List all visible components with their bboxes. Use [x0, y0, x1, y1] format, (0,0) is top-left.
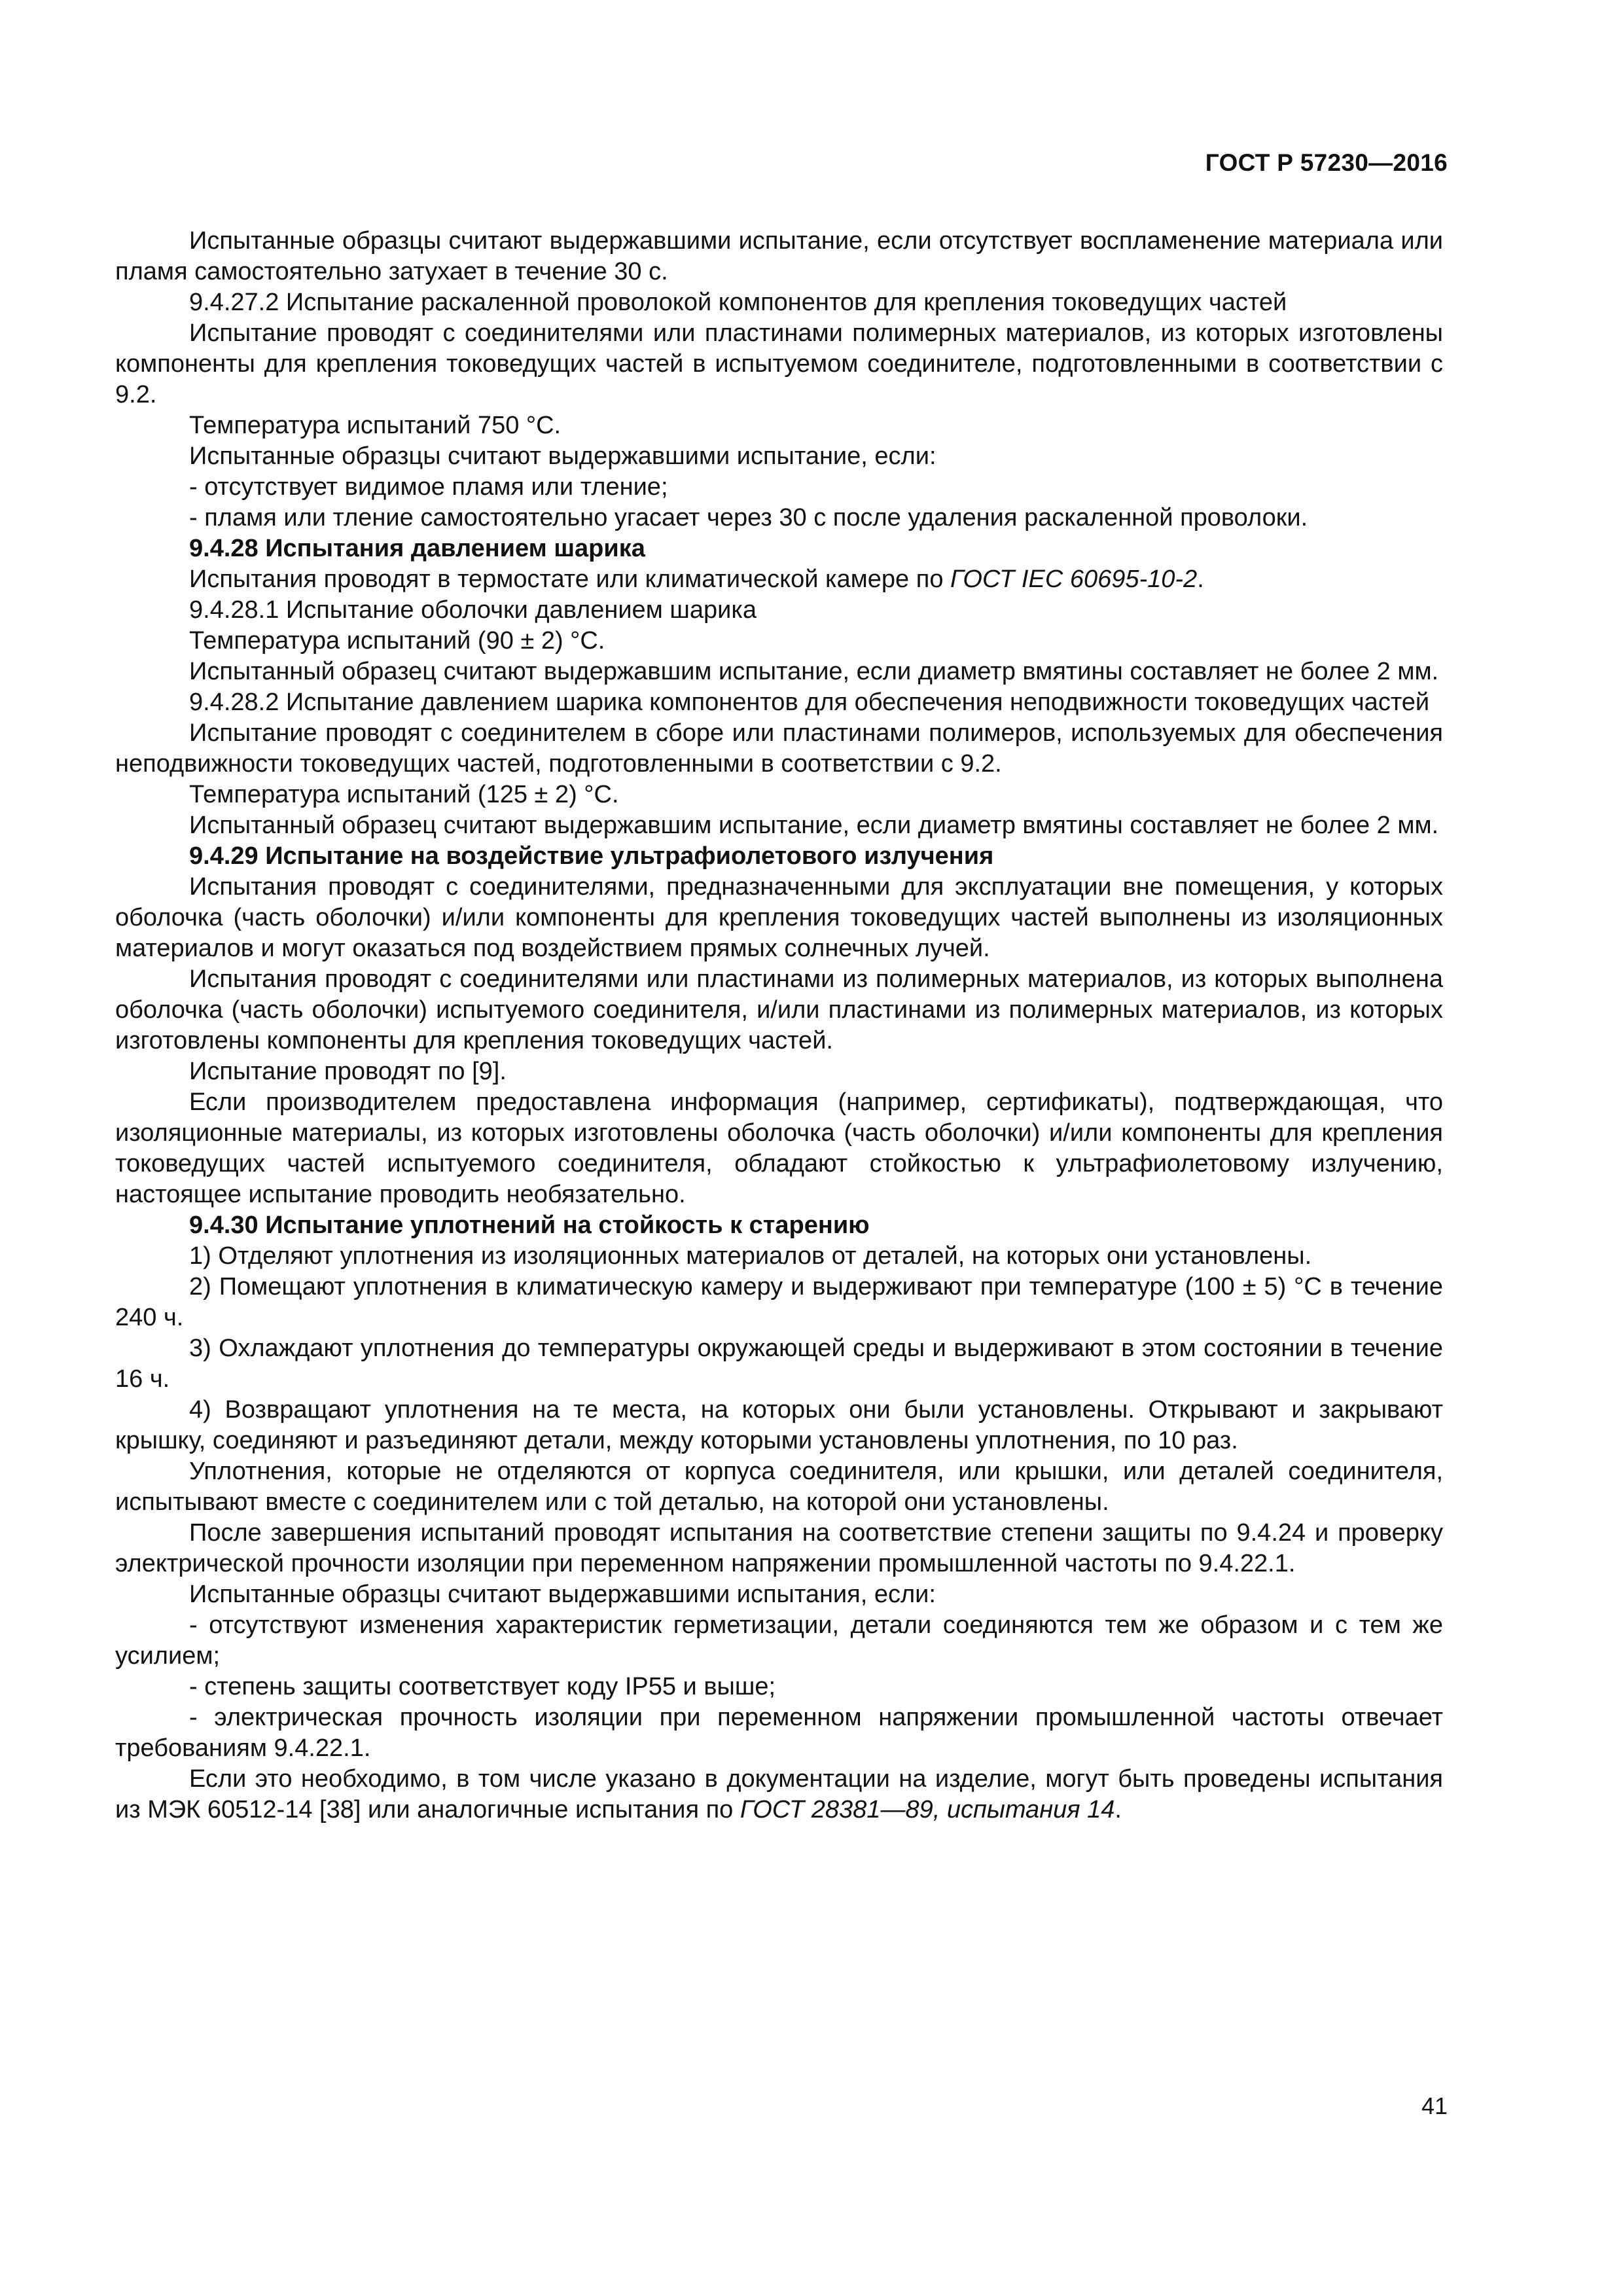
- paragraph: Испытанный образец считают выдержавшим испытание, если диаметр вмятины составляет не более 2 мм.: [189, 812, 1439, 839]
- section-heading-9-4-30: 9.4.30 Испытание уплотнений на стойкость к старению: [189, 1211, 870, 1239]
- list-item: 2) Помещают уплотнения в климатическую камеру и выдерживают при температуре (100 ± 5) °С в течение 240 ч.: [115, 1273, 1443, 1331]
- paragraph: Испытанные образцы считают выдержавшими испытание, если:: [189, 442, 936, 470]
- paragraph: Испытания проводят с соединителями или пластинами из полимерных материалов, из которых выполнена оболочка (часть оболочки) испытуемого соединителя, и/или пластинами из полимерных материалов, из которых изготовлены компоненты для крепления токоведущих частей.: [115, 965, 1443, 1054]
- paragraph-text: Если это необходимо, в том числе указано в документации на изделие, могут быть проведены испытания из МЭК 60512-14 [38] или аналогичные испытания по: [115, 1765, 1443, 1823]
- paragraph: Уплотнения, которые не отделяются от корпуса соединителя, или крышки, или деталей соединителя, испытывают вместе с соединителем или с той деталью, на которой они установлены.: [115, 1458, 1443, 1516]
- paragraph: Испытанный образец считают выдержавшим испытание, если диаметр вмятины составляет не более 2 мм.: [189, 658, 1439, 685]
- paragraph: Испытание проводят с соединителем в сборе или пластинами полимеров, используемых для обеспечения неподвижности токоведущих частей, подготовленными в соответствии с 9.2.: [115, 719, 1443, 778]
- list-item: 4) Возвращают уплотнения на те места, на которых они были установлены. Открывают и закрывают крышку, соединяют и разъединяют детали, между которыми установлены уплотнения, по 10 раз.: [115, 1396, 1443, 1454]
- paragraph: После завершения испытаний проводят испытания на соответствие степени защиты по 9.4.24 и проверку электрической прочности изоляции при переменном напряжении промышленной частоты по 9.4.22.1.: [115, 1519, 1443, 1577]
- paragraph-end: .: [1197, 565, 1204, 593]
- paragraph: 9.4.28.2 Испытание давлением шарика компонентов для обеспечения неподвижности токоведущих частей: [189, 689, 1430, 716]
- paragraph: 9.4.27.2 Испытание раскаленной проволокой компонентов для крепления токоведущих частей: [189, 289, 1287, 316]
- paragraph: Испытанные образцы считают выдержавшими испытания, если:: [189, 1581, 936, 1608]
- paragraph: Испытания проводят с соединителями, предназначенными для эксплуатации вне помещения, у которых оболочка (часть оболочки) и/или компоненты для крепления токоведущих частей выполнены из изоляционных материалов и могут оказаться под воздействием прямых солнечных лучей.: [115, 873, 1443, 962]
- list-item: - пламя или тление самостоятельно угасает через 30 с после удаления раскаленной проволоки.: [189, 504, 1308, 531]
- paragraph: [115, 1764, 1443, 1825]
- list-item: 1) Отделяют уплотнения из изоляционных материалов от деталей, на которых они установлены.: [189, 1242, 1312, 1270]
- list-item: - степень защиты соответствует коду IP55 и выше;: [189, 1673, 776, 1700]
- section-heading-9-4-29: 9.4.29 Испытание на воздействие ультрафиолетового излучения: [189, 842, 994, 870]
- page-number: 41: [1421, 2092, 1448, 2119]
- body-text: [115, 226, 1443, 1825]
- paragraph-end: .: [1115, 1796, 1122, 1823]
- paragraph: Температура испытаний (90 ± 2) °С.: [189, 627, 605, 655]
- paragraph: Температура испытаний 750 °С.: [189, 412, 562, 439]
- paragraph: 9.4.28.1 Испытание оболочки давлением шарика: [189, 596, 757, 624]
- paragraph: Испытание проводят с соединителями или пластинами полимерных материалов, из которых изготовлены компоненты для крепления токоведущих частей в испытуемом соединителе, подготовленными в соответствии с 9.2.: [115, 319, 1443, 408]
- paragraph: Испытанные образцы считают выдержавшими испытание, если отсутствует воспламенение материала или пламя самостоятельно затухает в течение 30 с.: [115, 227, 1443, 285]
- list-item: - отсутствует видимое пламя или тление;: [189, 473, 668, 501]
- paragraph: Испытание проводят по [9].: [189, 1058, 507, 1085]
- list-item: - отсутствуют изменения характеристик герметизации, детали соединяются тем же образом и с тем же усилием;: [115, 1611, 1443, 1670]
- paragraph: Если производителем предоставлена информация (например, сертификаты), подтверждающая, что изоляционные материалы, из которых изготовлены оболочка (часть оболочки) и/или компоненты для крепления токоведущих частей испытуемого соединителя, обладают стойкостью к ультрафиолетовому излучению, настоящее испытание проводить необязательно.: [115, 1088, 1443, 1208]
- paragraph-text: Испытания проводят в термостате или климатической камере по: [189, 565, 944, 593]
- paragraph: [115, 564, 1443, 595]
- standard-number-header: ГОСТ Р 57230—2016: [1205, 149, 1448, 176]
- section-heading-9-4-28: 9.4.28 Испытания давлением шарика: [189, 535, 645, 562]
- list-item: 3) Охлаждают уплотнения до температуры окружающей среды и выдерживают в этом состоянии в течение 16 ч.: [115, 1335, 1443, 1393]
- list-item: - электрическая прочность изоляции при переменном напряжении промышленной частоты отвечает требованиям 9.4.22.1.: [115, 1704, 1443, 1762]
- standard-reference-link: ГОСТ IEC 60695-10-2: [950, 565, 1198, 593]
- standard-reference-link: ГОСТ 28381—89, испытания 14: [740, 1796, 1115, 1823]
- paragraph: Температура испытаний (125 ± 2) °С.: [189, 781, 619, 808]
